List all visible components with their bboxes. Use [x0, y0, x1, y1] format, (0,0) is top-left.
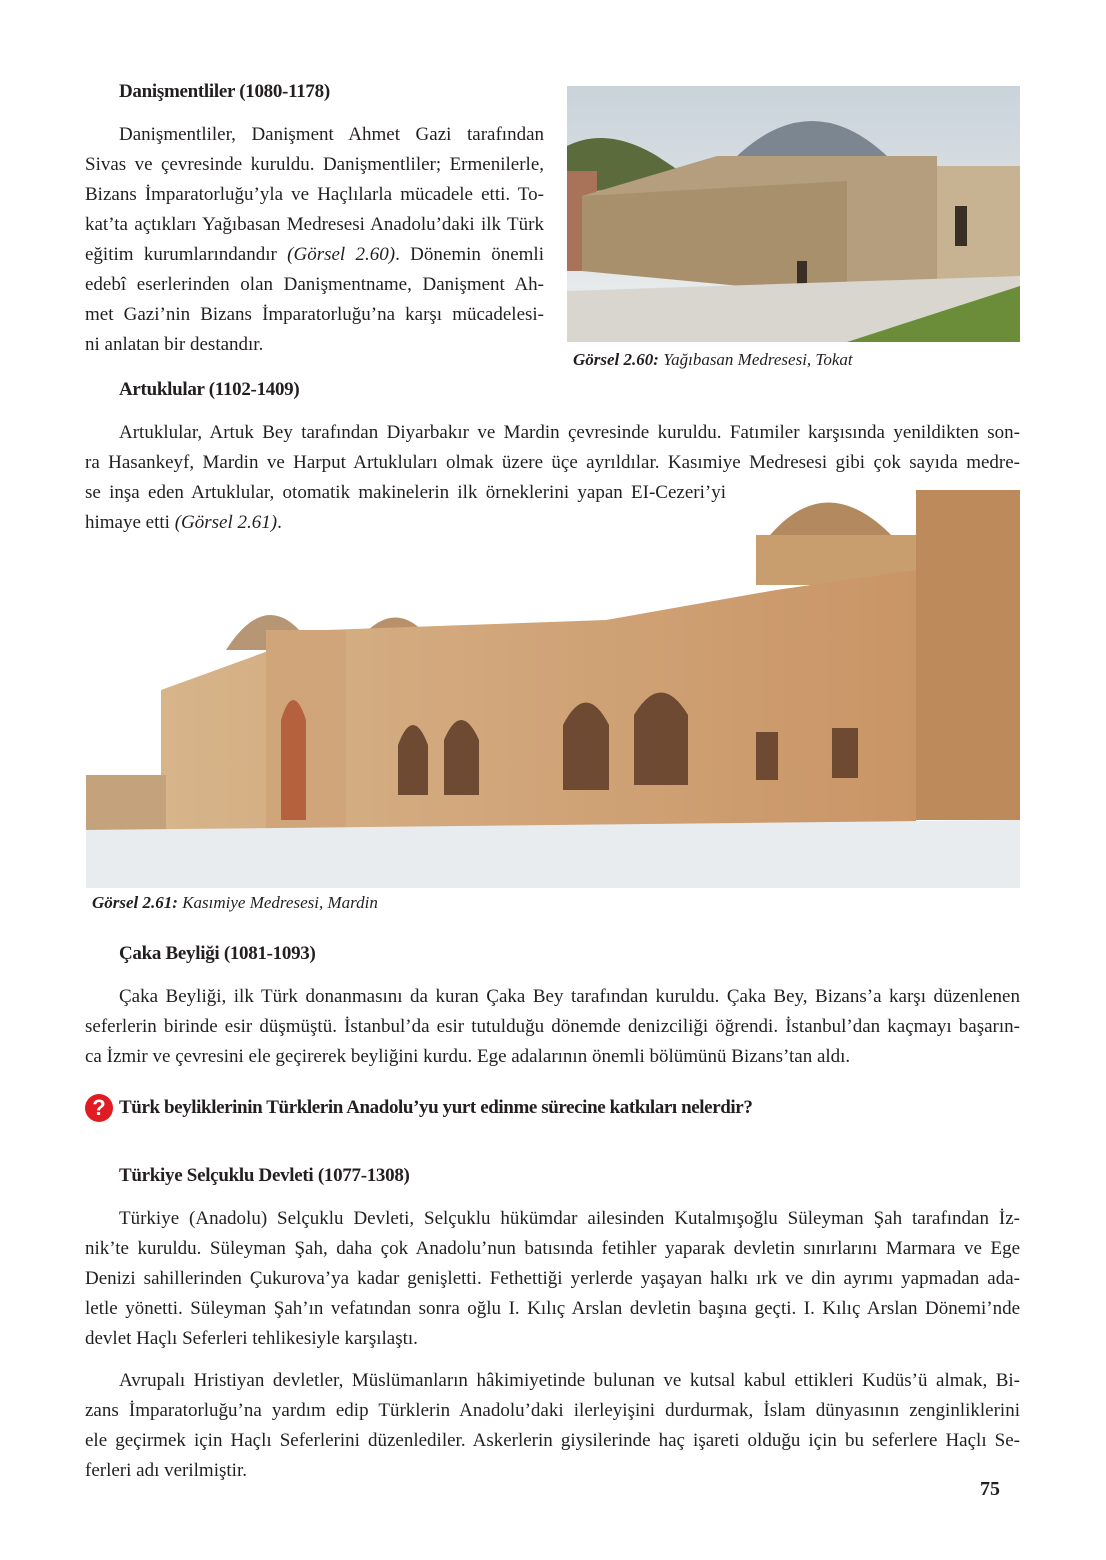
text-segment: Artuklular, Artuk Bey tarafından Diyarbakır ve Mardin çevresinde kuruldu. Fatımiler karşısında yenildikten son- — [119, 422, 1020, 443]
text-line — [85, 508, 726, 538]
text-line — [85, 448, 1020, 478]
caption-label: Görsel 2.60: — [573, 350, 659, 369]
text-segment: Çaka Beyliği, ilk Türk donanmasını da kuran Çaka Bey tarafından kuruldu. Çaka Bey, Bizans’a karşı düzenlenen — [119, 986, 1020, 1007]
text-segment: Bizans İmparatorluğu’yla ve Haçlılarla mücadele etti. To- — [85, 184, 544, 205]
question-icon: ? — [85, 1094, 113, 1122]
photo-yagibasan-medresesi — [567, 86, 1020, 342]
text-line — [85, 478, 726, 508]
text-segment: met Gazi’nin Bizans İmparatorluğu’na karşı mücadelesi- — [85, 304, 544, 325]
text-line — [85, 1012, 1020, 1042]
page-number: 75 — [980, 1478, 1000, 1500]
text-line — [85, 1366, 1020, 1396]
caption-figure-2-60 — [573, 350, 853, 370]
text-segment: ele geçirmek için Haçlı Seferlerini düzenlediler. Askerlerin giysilerinde haç işareti olduğu için bu seferlere Haçlı Se- — [85, 1430, 1020, 1451]
text-segment: ferleri adı verilmiştir. — [85, 1460, 247, 1481]
text-segment: ni anlatan bir destandır. — [85, 334, 264, 355]
text-line — [85, 1264, 1020, 1294]
text-line — [85, 300, 544, 330]
text-line — [85, 150, 544, 180]
caption-text: Yağıbasan Medresesi, Tokat — [658, 350, 853, 369]
text-line — [85, 1426, 1020, 1456]
question-text: Türk beyliklerinin Türklerin Anadolu’yu yurt edinme sürecine katkıları nelerdir? — [119, 1097, 753, 1118]
text-segment: Danişmentliler, Danişment Ahmet Gazi tarafından — [119, 124, 544, 145]
text-line — [85, 1324, 1020, 1354]
paragraph-lines — [85, 418, 1020, 538]
text-line — [85, 180, 544, 210]
heading-artuklular: Artuklular (1102-1409) — [119, 379, 300, 400]
text-segment: letle yönetti. Süleyman Şah’ın vefatından sonra oğlu I. Kılıç Arslan devletin başına geçti. I. Kılıç Arslan Dönemi’nde — [85, 1298, 1020, 1319]
text-line — [85, 982, 1020, 1012]
text-segment: Türkiye (Anadolu) Selçuklu Devleti, Selçuklu hükümdar ailesinden Kutalmışoğlu Süleyman Şah tarafından İz- — [119, 1208, 1020, 1229]
text-line — [85, 210, 544, 240]
caption-figure-2-61 — [92, 893, 378, 913]
text-segment: . Dönemin önemli — [395, 244, 544, 265]
question-box — [85, 1094, 752, 1122]
text-line — [85, 1234, 1020, 1264]
text-segment: ca İzmir ve çevresini ele geçirerek beyliğini kurdu. Ege adalarının önemli bölümünü Bizans’tan aldı. — [85, 1046, 851, 1067]
text-line — [85, 270, 544, 300]
text-segment: zans İmparatorluğu’na yardım edip Türklerin Anadolu’daki ilerleyişini durdurmak, İslam dünyasının zenginliklerini — [85, 1400, 1020, 1421]
text-segment: se inşa eden Artuklular, otomatik makinelerin ilk örneklerini yapan EI-Cezeri’yi — [85, 482, 726, 503]
text-line — [85, 1204, 1020, 1234]
heading-turkiye-selcuklu: Türkiye Selçuklu Devleti (1077-1308) — [119, 1165, 410, 1186]
paragraph-selcuklu-1 — [85, 1204, 1020, 1354]
paragraph-selcuklu-2 — [85, 1366, 1020, 1486]
photo-kasimiye-medresesi — [86, 480, 1020, 888]
paragraph-artuklular — [85, 418, 1020, 538]
heading-danismentliler: Danişmentliler (1080-1178) — [119, 81, 330, 102]
text-segment: Sivas ve çevresinde kuruldu. Danişmentliler; Ermenilerle, — [85, 154, 544, 175]
text-line — [85, 1042, 1020, 1072]
text-segment: Denizi sahillerinden Çukurova’ya kadar genişletti. Fethettiği yerlerde yaşayan halkı ırk ve din ayrımı yapmadan ada- — [85, 1268, 1020, 1289]
text-line — [85, 418, 1020, 448]
caption-text: Kasımiye Medresesi, Mardin — [177, 893, 378, 912]
figure-reference: (Görsel 2.61) — [174, 512, 278, 533]
text-line — [85, 1294, 1020, 1324]
paragraph-caka-beyligi — [85, 982, 1020, 1072]
text-segment: seferlerin birinde esir düşmüştü. İstanbul’da esir tutulduğu dönemde denizciliği öğrendi. İstanbul’dan kaçmayı başarın- — [85, 1016, 1020, 1037]
text-line — [85, 240, 544, 270]
text-line — [85, 1396, 1020, 1426]
text-segment: . — [277, 512, 282, 533]
figure-reference: (Görsel 2.60) — [287, 244, 396, 265]
text-segment: himaye etti — [85, 512, 175, 533]
paragraph-danismentliler — [85, 120, 544, 360]
text-segment: eğitim kurumlarındandır — [85, 244, 288, 265]
text-line — [85, 1456, 1020, 1486]
text-segment: kat’ta açtıkları Yağıbasan Medresesi Anadolu’daki ilk Türk — [85, 214, 544, 235]
text-line — [85, 120, 544, 150]
text-segment: ra Hasankeyf, Mardin ve Harput Artukluları olmak üzere üçe ayrıldılar. Kasımiye Medresesi gibi çok sayıda medre- — [85, 452, 1020, 473]
text-segment: edebî eserlerinden olan Danişmentname, Danişment Ah- — [85, 274, 544, 295]
text-segment: Avrupalı Hristiyan devletler, Müslümanların hâkimiyetinde bulunan ve kutsal kabul ettikleri Kudüs’ü almak, Bi- — [119, 1370, 1020, 1391]
text-segment: nik’te kuruldu. Süleyman Şah, daha çok Anadolu’nun batısında fetihler yaparak devletin sınırlarını Marmara ve Ege — [85, 1238, 1020, 1259]
text-segment: devlet Haçlı Seferleri tehlikesiyle karşılaştı. — [85, 1328, 418, 1349]
heading-caka-beyligi: Çaka Beyliği (1081-1093) — [119, 943, 316, 964]
text-line — [85, 330, 544, 360]
caption-label: Görsel 2.61: — [92, 893, 178, 912]
